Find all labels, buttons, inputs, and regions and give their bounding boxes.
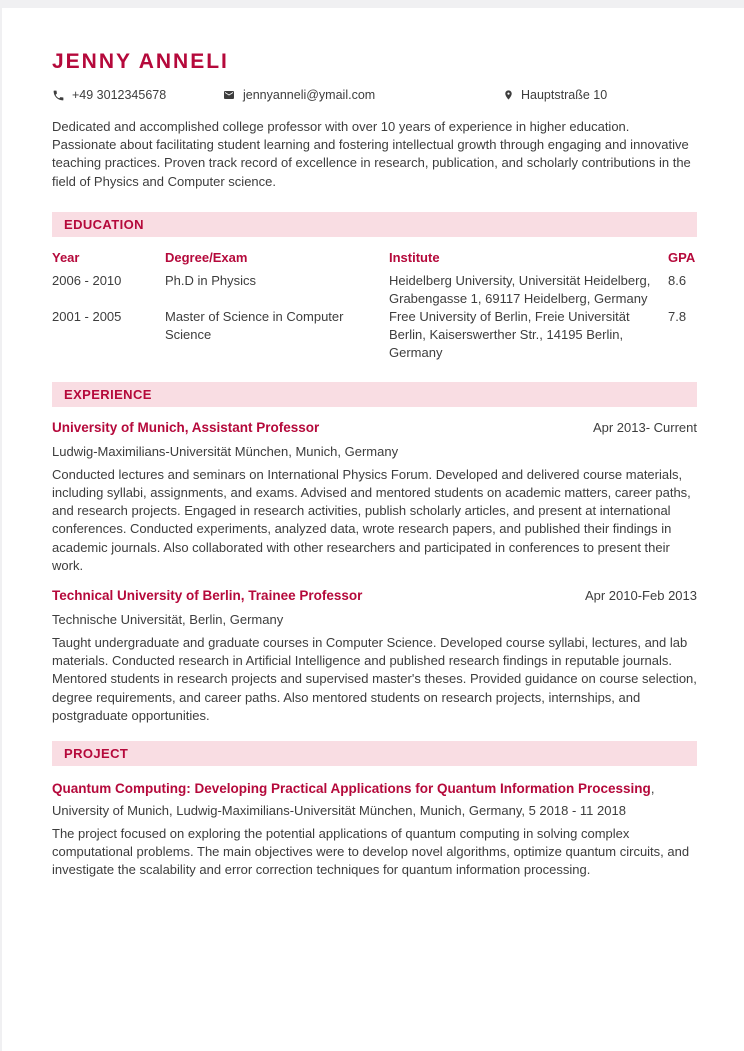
experience-entry-description: Conducted lectures and seminars on International Physics Forum. Developed and delivered course materials, including syllabi, assignments, and exams. Advised and mentored students on academic matters, career paths, and research projects. Engaged in research activities, publish scholarly articles, and present at international conferences. Conducted experiments, analyzed data, wrote research papers, and published their findings in academic journals. Also collaborated with other researchers and participated in conferences to present their work. <box>52 466 691 573</box>
education-degree: Ph.D in Physics <box>165 272 257 288</box>
education-institute: Free University of Berlin, Freie Universität Berlin, Kaiserswerther Str., 14195 Berlin, Germany <box>389 308 630 360</box>
contact-email-text: jennyanneli@ymail.com <box>243 88 376 102</box>
education-table-header <box>52 249 697 267</box>
education-gpa: 7.8 <box>668 308 687 324</box>
experience-entry-subtitle: Ludwig-Maximilians-Universität München, Munich, Germany <box>52 443 399 459</box>
column-header-year: Year <box>52 249 80 265</box>
page-title: JENNY ANNELI <box>52 50 229 73</box>
section-header-experience <box>52 382 697 407</box>
column-header-degree: Degree/Exam <box>165 249 248 265</box>
location-pin-icon <box>503 88 514 102</box>
section-header-project <box>52 741 697 766</box>
experience-entry-description: Taught undergraduate and graduate courses in Computer Science. Developed course syllabi, lectures, and lab materials. Conducted research in Artificial Intelligence and published research findings in reputable journals. Mentored students in research projects and supervised master's theses. Provided guidance on course selection, degree requirements, and career paths. Also mentored students on research projects, internships, and postgraduate opportunities. <box>52 635 697 723</box>
experience-entry-title: University of Munich, Assistant Professor <box>52 419 320 435</box>
column-header-institute: Institute <box>389 249 440 265</box>
experience-entry <box>52 419 697 575</box>
experience-entry-subtitle: Technische Universität, Berlin, Germany <box>52 612 284 628</box>
contact-phone-text: +49 3012345678 <box>72 88 167 102</box>
education-table <box>52 249 697 362</box>
contact-location <box>503 86 607 104</box>
experience-entry-date: Apr 2013- Current <box>592 419 697 435</box>
education-gpa: 8.6 <box>668 272 687 288</box>
project-meta: University of Munich, Ludwig-Maximilians-Universität München, Munich, Germany, 5 2018 - 11 2018 <box>52 803 626 819</box>
experience-entry <box>52 587 697 725</box>
project-entry <box>52 780 697 880</box>
section-title-experience: EXPERIENCE <box>64 386 152 402</box>
education-institute: Heidelberg University, Universität Heidelberg, Grabengasse 1, 69117 Heidelberg, Germany <box>389 272 651 306</box>
table-row <box>52 272 697 308</box>
experience-entry-title-row <box>52 419 697 437</box>
page-frame-top <box>0 0 744 8</box>
summary-text: Dedicated and accomplished college professor with over 10 years of experience in higher education. Passionate about facilitating student learning and fostering intellectual growth through engaging and innovative teaching practices. Proven track record of excellence in research, publication, and scholarly contributions in the field of Physics and Computer science. <box>52 119 691 189</box>
resume-page <box>52 8 697 880</box>
education-year: 2001 - 2005 <box>52 308 122 324</box>
contact-location-text: Hauptstraße 10 <box>521 88 608 102</box>
project-title-suffix: , <box>650 781 655 797</box>
email-icon <box>222 89 236 101</box>
experience-entry-date: Apr 2010-Feb 2013 <box>584 588 697 604</box>
project-title-line <box>52 780 697 798</box>
contact-row <box>52 86 697 104</box>
column-header-gpa: GPA <box>668 249 696 265</box>
section-title-project: PROJECT <box>64 746 129 762</box>
experience-entry-title: Technical University of Berlin, Trainee Professor <box>52 588 363 604</box>
table-row <box>52 308 697 362</box>
project-title: Quantum Computing: Developing Practical Applications for Quantum Information Processing <box>52 781 651 797</box>
contact-email <box>222 86 375 104</box>
page-frame-left <box>0 0 2 1051</box>
education-degree: Master of Science in Computer Science <box>165 308 344 342</box>
experience-entry-title-row <box>52 587 697 605</box>
section-title-education: EDUCATION <box>64 216 144 232</box>
contact-phone <box>52 86 166 104</box>
section-header-education <box>52 212 697 237</box>
education-year: 2006 - 2010 <box>52 272 122 288</box>
project-description: The project focused on exploring the potential applications of quantum computing in solving complex computational problems. The main objectives were to develop novel algorithms, optimize quantum circuits, and investigate the scalability and error correction techniques for quantum information processing. <box>52 826 690 878</box>
phone-icon <box>52 89 65 102</box>
